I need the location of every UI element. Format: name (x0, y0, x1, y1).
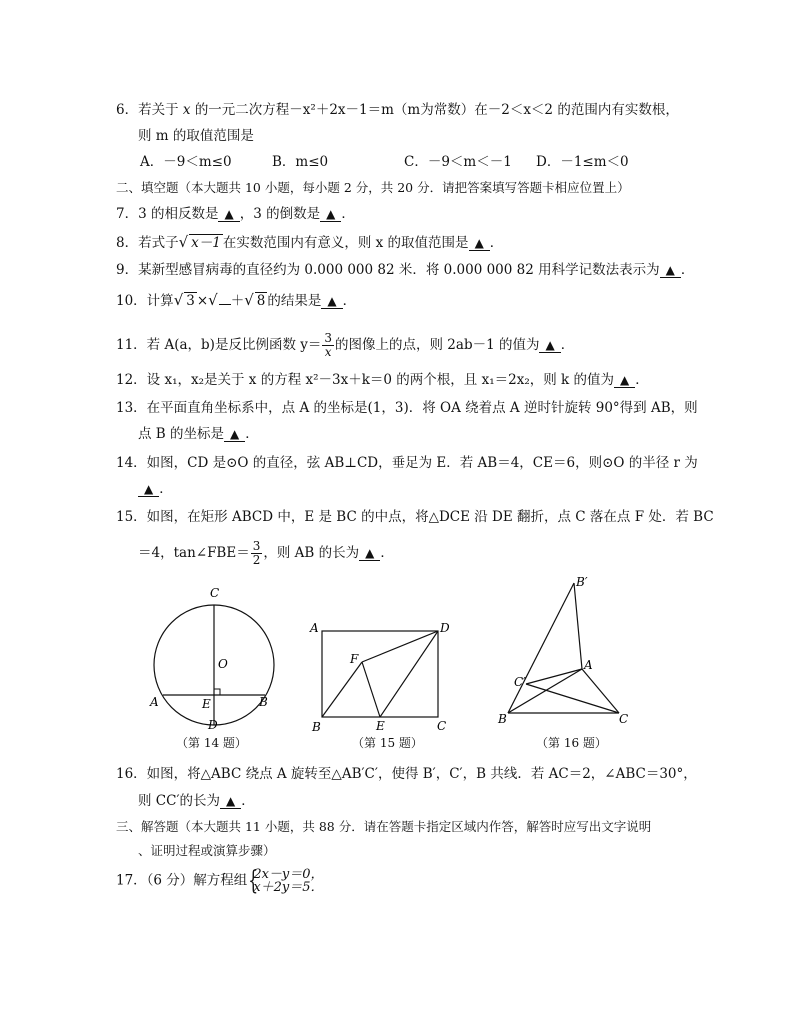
answer-blank[interactable]: ▲ (469, 236, 490, 251)
radical-sign: √ (178, 233, 189, 251)
radical-sign: √ (173, 291, 184, 309)
answer-blank[interactable]: ▲ (539, 338, 560, 353)
q7-text-c: ． (341, 206, 355, 222)
question-15-line2 (138, 540, 394, 567)
q13-text-b: 点 B 的坐标是 (138, 426, 225, 442)
equation-2: x＋2y＝5． (253, 880, 324, 895)
q17-text-a: 17．（6 分）解方程组 (116, 872, 248, 889)
q6-eq: 的一元二次方程－x²＋2x－1＝m（m为常数）在－2＜x＜2 的范围内有实数根， (194, 102, 679, 118)
q10-text-c: ． (342, 293, 357, 309)
answer-blank[interactable]: ▲ (321, 294, 342, 309)
q7-text-a: 7．3 的相反数是 (116, 206, 219, 222)
answer-blank[interactable]: ▲ (614, 373, 635, 388)
question-15-line1: 15．如图，在矩形 ABCD 中，E 是 BC 的中点，将△DCE 沿 DE 翻折，点 C 落在点 F 处．若 BC (116, 509, 714, 525)
label-a: A (310, 621, 319, 635)
question-14-line1: 14．如图，CD 是⊙O 的直径，弦 AB⊥CD，垂足为 E．若 AB＝4，CE＝6，则⊙O 的半径 r 为 (116, 455, 698, 471)
question-6-line1 (116, 102, 679, 118)
q11-text-c: ． (560, 337, 575, 353)
label-e: E (376, 719, 385, 733)
question-12 (116, 372, 649, 388)
segment-ac (582, 669, 619, 713)
radical-sign: √ (208, 291, 218, 309)
answer-blank[interactable]: ▲ (218, 207, 239, 222)
q10-radicand-1: 3 (186, 293, 195, 309)
figure-15-diagram (306, 616, 456, 736)
q11-text-a: 11．若 A(a，b)是反比例函数 y＝ (116, 337, 322, 353)
label-b: B (498, 712, 507, 726)
q15-fraction (251, 540, 263, 567)
label-b-prime: B′ (576, 575, 588, 589)
figure-15-caption: （第 15 题） (352, 736, 423, 750)
question-11 (116, 332, 574, 359)
q11-fraction (322, 332, 334, 359)
q12-text-a: 12．设 x₁，x₂是关于 x 的方程 x²－3x＋k＝0 的两个根，且 x₁＝2x₂，则 k 的值为 (116, 372, 614, 388)
question-6-line2: 则 m 的取值范围是 (138, 128, 254, 144)
segment-cpa (526, 669, 582, 684)
label-o: O (218, 657, 228, 671)
answer-blank[interactable]: ▲ (359, 546, 380, 561)
q10-radicand-2 (219, 304, 231, 305)
q10-radicand-3: 8 (256, 293, 266, 309)
q15-text-c: ． (380, 545, 394, 561)
question-9 (116, 262, 694, 278)
label-e: E (202, 697, 211, 711)
answer-blank[interactable]: ▲ (320, 207, 341, 222)
section-3-header-line1: 三、解答题（本大题共 11 小题，共 88 分．请在答题卡指定区域内作答，解答时应写出文字说明 (116, 819, 652, 834)
fraction-numerator: 3 (324, 331, 333, 345)
q8-text-b: 在实数范围内有意义，则 x 的取值范围是 (222, 235, 469, 251)
q10-text-a: 10．计算 (116, 293, 174, 309)
label-f: F (350, 652, 359, 666)
label-c: C (619, 712, 629, 726)
segment-ed (380, 631, 438, 717)
question-13-line2 (138, 426, 259, 442)
label-d: D (208, 718, 218, 732)
q10-times: × (196, 293, 209, 309)
segment-bpa (574, 583, 582, 669)
right-angle-mark (214, 689, 220, 695)
figure-14-caption: （第 14 题） (176, 736, 247, 750)
q7-text-b: ，3 的倒数是 (239, 206, 321, 222)
q6-x: x (182, 102, 191, 118)
answer-blank[interactable]: ▲ (138, 482, 159, 497)
label-a: A (150, 695, 159, 709)
answer-blank[interactable]: ▲ (224, 427, 245, 442)
equation-system (247, 868, 323, 894)
figure-14-diagram (140, 582, 280, 732)
fraction-denominator: 2 (252, 553, 261, 567)
label-b: B (259, 695, 268, 709)
q8-text-c: ． (489, 235, 504, 251)
section-2-header: 二、填空题（本大题共 10 小题，每小题 2 分，共 20 分．请把答案填写答题卡相应位置上） (116, 180, 630, 195)
q10-text-b: 的结果是 (267, 293, 322, 309)
segment-bf (322, 662, 362, 717)
segment-fe (362, 662, 380, 717)
question-10 (116, 292, 356, 309)
q6-option-c: C．－9＜m＜－1 (404, 154, 512, 170)
section-3-header-line2: 、证明过程或演算步骤） (138, 843, 276, 858)
q16-text-b: 则 CC′的长为 (138, 793, 221, 809)
question-13-line1: 13．在平面直角坐标系中，点 A 的坐标是(1，3)．将 OA 绕着点 A 逆时针旋转 90°得到 AB，则 (116, 400, 698, 416)
q8-radicand: x－1 (191, 235, 221, 251)
radical-sign: √ (244, 291, 254, 309)
q9-text-a: 9．某新型感冒病毒的直径约为 0.000 000 82 米．将 0.000 000 82 用科学记数法表示为 (116, 262, 660, 278)
q6-option-d: D．－1≤m＜0 (536, 154, 629, 170)
label-c: C (210, 586, 220, 600)
question-7 (116, 206, 355, 222)
q14-text-c: ． (159, 481, 173, 497)
question-14-line2 (138, 481, 173, 497)
answer-blank[interactable]: ▲ (660, 263, 681, 278)
segment-cpc (526, 684, 619, 713)
left-brace: { (248, 866, 259, 896)
fraction-denominator: x (324, 345, 332, 359)
fraction-numerator: 3 (252, 539, 261, 553)
q11-text-b: 的图像上的点，则 2ab－1 的值为 (335, 337, 540, 353)
q15-text-b: ＝4，tan∠FBE＝ (138, 545, 250, 561)
answer-blank[interactable]: ▲ (220, 794, 241, 809)
label-c-prime: C′ (514, 675, 526, 689)
segment-fd (362, 631, 438, 662)
question-6-options (140, 154, 629, 170)
q10-plus: ＋ (230, 293, 245, 309)
label-d: D (440, 621, 450, 635)
figure-16-caption: （第 16 题） (536, 736, 607, 750)
label-a: A (584, 658, 593, 672)
label-c: C (437, 719, 447, 733)
q6-lead: 6．若关于 (116, 102, 183, 118)
q15-text-b2: ，则 AB 的长为 (263, 545, 360, 561)
q6-option-b: B．m≤0 (272, 154, 329, 170)
rectangle-abcd (322, 631, 438, 717)
question-16-line2 (138, 793, 255, 809)
q9-text-c: ． (680, 262, 695, 278)
question-16-line1: 16．如图，将△ABC 绕点 A 旋转至△AB′C′，使得 B′，C′，B 共线．若 AC＝2，∠ABC＝30°， (116, 766, 697, 782)
question-8 (116, 234, 503, 251)
label-b: B (312, 720, 321, 734)
figure-16-diagram (494, 574, 644, 734)
q13-text-c: ． (245, 426, 259, 442)
question-17 (116, 868, 324, 894)
q6-option-a: A．－9＜m≤0 (140, 154, 232, 170)
q12-text-c: ． (635, 372, 649, 388)
q8-text-a: 8．若式子 (116, 235, 179, 251)
equation-1: 2x－y＝0， (253, 867, 324, 882)
q16-text-c: ． (241, 793, 255, 809)
